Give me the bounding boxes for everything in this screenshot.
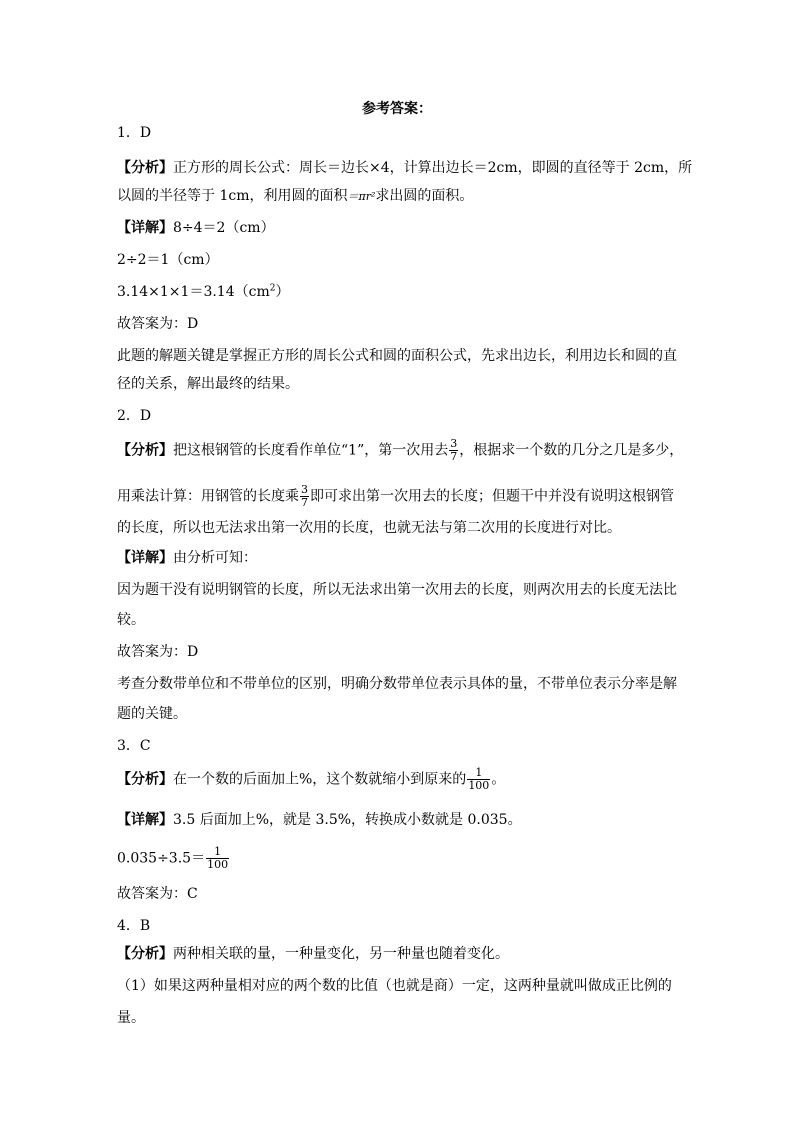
q3-answer: 3．C — [117, 738, 151, 754]
q2-answer: 2．D — [117, 408, 152, 424]
q4-analysis-text: 两种相关联的量，一种量变化，另一种量也随着变化。 — [173, 946, 509, 962]
fraction-denominator: 100 — [207, 858, 229, 871]
fraction-denominator: 7 — [450, 450, 458, 463]
q2-note-line-1: 考查分数带单位和不带单位的区别，明确分数带单位表示具体的量，不带单位表示分率是解 — [117, 676, 677, 692]
q3-detail-line-2 — [117, 846, 230, 871]
q2-analysis-text-2a: 用乘法计算：用钢管的长度乘 — [117, 488, 299, 505]
q1-analysis-line-2 — [117, 188, 473, 205]
q3-detail-line-1 — [117, 812, 522, 828]
q1-detail-line-1 — [117, 220, 275, 236]
q2-analysis-text-2b: 即可求出第一次用去的长度；但题干中并没有说明这根钢管 — [310, 488, 674, 505]
page-title: 参考答案： — [362, 101, 432, 117]
q3-analysis-text: 在一个数的后面加上%，这个数就缩小到原来的 — [173, 771, 467, 788]
analysis-tag: 【分析】 — [117, 946, 173, 962]
analysis-tag: 【分析】 — [117, 771, 173, 788]
detail-tag: 【详解】 — [117, 220, 173, 236]
q3-detail-text: 3.5 后面加上%，就是 3.5%，转换成小数就是 0.035。 — [173, 812, 522, 828]
fraction-numerator: 1 — [206, 846, 229, 859]
q2-detail-line-2: 因为题干没有说明钢管的长度，所以无法求出第一次用去的长度，则两次用去的长度无法比 — [117, 582, 677, 598]
fraction-three-sevenths — [300, 484, 309, 509]
fraction-numerator: 3 — [450, 437, 458, 450]
q3-analysis-line-1 — [117, 767, 505, 792]
q1-answer: 1．D — [117, 125, 152, 141]
q2-note-line-2: 题的关键。 — [117, 706, 187, 722]
analysis-tag: 【分析】 — [117, 442, 173, 459]
q4-answer: 4．B — [117, 918, 151, 934]
q2-detail-line-3: 较。 — [117, 612, 145, 628]
q2-analysis-text-1a: 把这根钢管的长度看作单位“1”，第一次用去 — [173, 442, 449, 459]
superscript-2: 2 — [269, 283, 276, 294]
analysis-tag: 【分析】 — [117, 160, 173, 176]
q1-analysis-text-2b: 求出圆的面积。 — [375, 188, 474, 204]
q2-result: 故答案为：D — [117, 644, 199, 660]
detail-tag: 【详解】 — [117, 550, 173, 566]
q1-detail-text-3a: 3.14×1×1＝3.14（cm — [117, 284, 270, 300]
q1-analysis-line-1 — [117, 160, 692, 176]
q2-analysis-text-1b: ，根据求一个数的几分之几是多少， — [459, 442, 684, 459]
q1-result: 故答案为：D — [117, 316, 199, 332]
q1-note-line-1: 此题的解题关键是掌握正方形的周长公式和圆的面积公式，先求出边长，利用边长和圆的直 — [117, 348, 677, 364]
q1-detail-text-3b: ） — [275, 284, 290, 300]
q1-detail-line-3 — [117, 284, 289, 300]
q1-note-line-2: 径的关系，解出最终的结果。 — [117, 376, 299, 392]
fraction-numerator: 3 — [301, 483, 308, 496]
q3-analysis-end: 。 — [491, 771, 506, 788]
q2-detail-line-1 — [117, 550, 257, 566]
fraction-three-sevenths — [449, 438, 458, 463]
circle-area-formula: ＝πr² — [347, 190, 376, 203]
detail-tag: 【详解】 — [117, 812, 173, 828]
q1-analysis-text-2a: 以圆的半径等于 1cm，利用圆的面积 — [117, 188, 348, 204]
q2-detail-text: 由分析可知： — [173, 550, 257, 566]
fraction-one-hundredth — [206, 846, 229, 871]
q2-analysis-line-2 — [117, 484, 674, 509]
q4-analysis-line-3: 量。 — [117, 1010, 145, 1026]
fraction-one-hundredth — [467, 767, 490, 792]
q3-result: 故答案为：C — [117, 886, 198, 902]
fraction-denominator: 7 — [301, 496, 308, 509]
q4-analysis-line-2: （1）如果这两种量相对应的两个数的比值（也就是商）一定，这两种量就叫做成正比例的 — [117, 978, 672, 994]
q4-analysis-line-1 — [117, 946, 509, 962]
q1-detail-line-2: 2÷2＝1（cm） — [117, 252, 219, 268]
q2-analysis-line-3: 的长度，所以也无法求出第一次用的长度，也就无法与第二次用的长度进行对比。 — [117, 520, 621, 536]
fraction-denominator: 100 — [468, 779, 490, 792]
q1-analysis-text: 正方形的周长公式：周长＝边长×4，计算出边长＝2cm，即圆的直径等于 2cm，所 — [173, 160, 693, 176]
q3-detail-text-2: 0.035÷3.5＝ — [117, 850, 206, 867]
q2-analysis-line-1 — [117, 438, 683, 463]
q1-detail-text: 8÷4＝2（cm） — [173, 220, 275, 236]
fraction-numerator: 1 — [467, 767, 490, 780]
